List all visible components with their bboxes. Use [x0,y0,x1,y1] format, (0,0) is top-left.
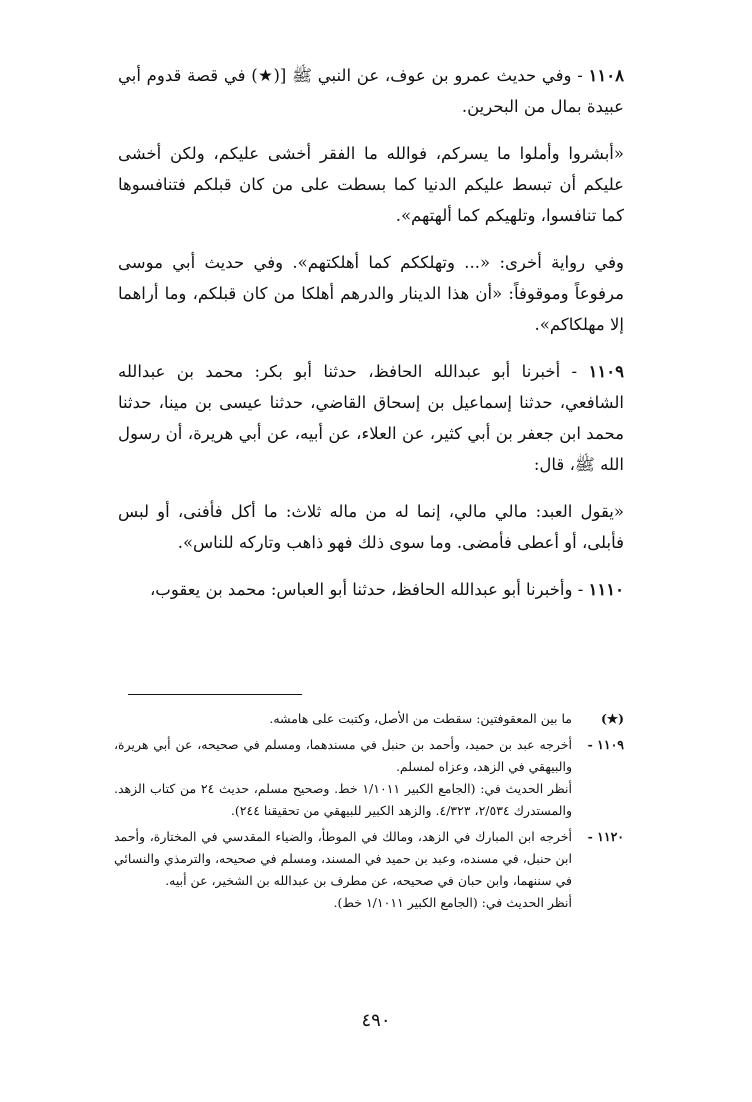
footnote-text: أنظر الحديث في: (الجامع الكبير ١/١٠١١ خط). [333,895,572,910]
footnote-label: (★) [600,711,624,726]
footnote-1120 [114,826,624,914]
footnote-content [114,734,572,822]
paragraph-text: وفي رواية أخرى: «... وتهلككم كما أهلكتهم». وفي حديث أبي موسى مرفوعاً وموقوفاً: «أن هذا الدينار والدرهم أهلكا من كان قبلكم، وما أراهما إلا مهلكاكم». [118,253,624,334]
page-number: ٤٩٠ [361,1010,391,1031]
footnotes [114,708,624,918]
hadith-1109-chain [118,356,624,480]
footnote-text: أخرجه عبد بن حميد، وأحمد بن حنبل في مسندهما، ومسلم في صحيحه، عن أبي هريرة، والبيهقي في الزهد، وعزاه لمسلم. [114,737,572,774]
footnote-text: أنظر الحديث في: (الجامع الكبير ١/١٠١١ خط. وصحيح مسلم، حديث ٢٤ من كتاب الزهد. والمستدرك ٢/٥٣٤، ٤/٣٢٣. والزهد الكبير للبيهقي من تحقيقنا ٢٤٤). [114,781,572,818]
footnote-divider [128,694,302,695]
main-text [118,60,624,621]
footnote-label: ١١٠٩ - [587,737,624,752]
footnote-text: ما بين المعقوفتين: سقطت من الأصل، وكتبت على هامشه. [269,711,572,726]
footnote-content [114,708,572,730]
hadith-1108-other-narration [118,247,624,340]
paragraph-text: - وفي حديث عمرو بن عوف، عن النبي ﷺ [(★) في قصة قدوم أبي عبيدة بمال من البحرين. [118,66,624,116]
paragraph-text: «أبشروا وأملوا ما يسركم، فوالله ما الفقر أخشى عليكم، ولكن أخشى عليكم أن تبسط عليكم الدنيا كما بسطت على من كان قبلكم فتنافسوها كما تنافسوا، وتلهيكم كما ألهتهم». [118,144,624,225]
footnote-label: ١١٢٠ - [587,829,624,844]
footnote-1109 [114,734,624,822]
paragraph-text: «يقول العبد: مالي مالي، إنما له من ماله ثلاث: ما أكل فأفنى، أو لبس فأبلى، أو أعطى فأمضى. وما سوى ذلك فهو ذاهب وتاركه للناس». [118,502,624,552]
entry-number: ١١٠٩ [588,362,624,381]
entry-number: ١١٠٨ [588,66,624,85]
hadith-1108-intro [118,60,624,122]
hadith-1108-quote [118,138,624,231]
hadith-1110-chain [118,574,624,605]
footnote-text: أخرجه ابن المبارك في الزهد، ومالك في الموطأ، والضياء المقدسي في المختارة، وأحمد ابن حنبل، في مسنده، وعبد بن حميد في المسند، ومسلم في صحيحه، والترمذي والنسائي في سننهما، وابن حبان في صحيحه، عن مطرف بن عبدالله بن الشخير، عن أبيه. [114,829,572,888]
paragraph-text: - أخبرنا أبو عبدالله الحافظ، حدثنا أبو بكر: محمد بن عبدالله الشافعي، حدثنا إسماعيل بن إسحاق القاضي، حدثنا عيسى بن مينا، حدثنا محمد ابن جعفر بن أبي كثير، عن العلاء، عن أبيه، عن أبي هريرة، أن رسول الله ﷺ، قال: [118,362,624,474]
entry-number: ١١١٠ [588,580,624,599]
paragraph-text: - وأخبرنا أبو عبدالله الحافظ، حدثنا أبو العباس: محمد بن يعقوب، [149,580,584,599]
hadith-1109-quote [118,496,624,558]
footnote-star [114,708,624,730]
footnote-content [114,826,572,914]
